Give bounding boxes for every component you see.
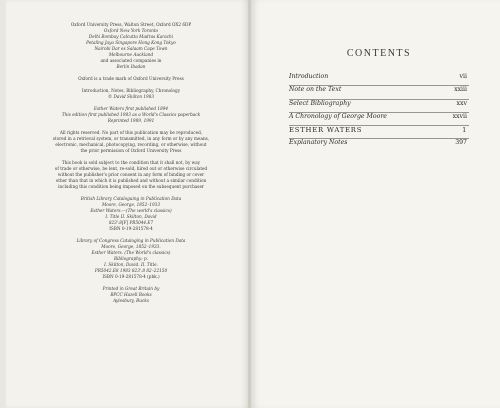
toc-entry[interactable] bbox=[289, 100, 469, 113]
printer-line: Printed in Great Britain by bbox=[102, 286, 160, 291]
toc-entry-label: Note on the Text bbox=[289, 86, 342, 94]
copyright-line: Introduction, Notes, Bibliography, Chronology bbox=[81, 88, 181, 93]
condition-line: including this condition being imposed on the subsequent purchaser bbox=[58, 184, 204, 189]
lc-cip-line: PR5042.E8 1983 823'.8 82–22150 bbox=[94, 268, 168, 273]
toc-entry[interactable] bbox=[289, 113, 469, 126]
lc-cip-line: Library of Congress Cataloging in Publication Data bbox=[76, 238, 186, 243]
contents-heading: CONTENTS bbox=[346, 48, 412, 59]
lc-cip-line: Moore, George, 1852–1933. bbox=[101, 244, 161, 249]
british-cip-line: 823'.8[F] PR5044.E7 bbox=[108, 220, 154, 225]
publisher-cities-line: Melbourne Auckland bbox=[108, 52, 154, 57]
condition-line: This book is sold subject to the condition that it shall not, by way bbox=[61, 160, 201, 165]
publisher-cities-line: Petaling Jaya Singapore Hong Kong Tokyo bbox=[86, 40, 176, 45]
publisher-cities-line: Delhi Bombay Calcutta Madras Karachi bbox=[88, 34, 174, 39]
toc-entry-page: xxv bbox=[456, 99, 467, 107]
rights-line: stored in a retrieval system, or transmitted, in any form or by any means, bbox=[52, 136, 210, 141]
toc-entry-page: vii bbox=[459, 73, 467, 80]
condition-line: other than that in which it is published and without a similar condition bbox=[55, 178, 207, 183]
copyright-page bbox=[6, 0, 250, 408]
british-cip-line: Esther Waters.—(The world's classics) bbox=[90, 208, 172, 213]
publisher-cities-line: Nairobi Dar es Salaam Cape Town bbox=[94, 46, 168, 51]
rights-line: All rights reserved. No part of this publication may be reproduced, bbox=[59, 130, 203, 135]
condition-line: of trade or otherwise, be lent, re-sold, hired out or otherwise circulated bbox=[54, 166, 208, 171]
british-cip-line: ISBN 0-19-281578-4 bbox=[109, 226, 153, 231]
publisher-cities-line: Berlin Ibadan bbox=[116, 64, 146, 69]
toc-entry-page: 1 bbox=[462, 127, 467, 135]
rights-line: the prior permission of Oxford University Press bbox=[80, 148, 182, 153]
toc-entry-page: 397 bbox=[455, 139, 467, 147]
toc-entry[interactable] bbox=[289, 86, 469, 99]
toc-entry-label: A Chronology of George Moore bbox=[289, 112, 387, 120]
toc-entry-label: Select Bibliography bbox=[289, 99, 351, 107]
edition-line: Reprinted 1989, 1991 bbox=[107, 118, 155, 123]
lc-cip-line: Esther Waters. (The World's classics) bbox=[91, 250, 171, 255]
lc-cip-line: I. Skilton, David. II. Title. bbox=[104, 262, 158, 267]
british-cip-line: Moore, George, 1852–1933 bbox=[101, 202, 161, 207]
table-of-contents bbox=[289, 48, 469, 152]
publisher-address: Oxford University Press, Walton Street, Oxford OX2 6DP bbox=[70, 22, 192, 27]
toc-entry[interactable] bbox=[289, 139, 469, 151]
toc-entry-page: xxvii bbox=[452, 112, 467, 120]
edition-line: Esther Waters first published 1894 bbox=[93, 106, 169, 111]
toc-entry-label: Introduction bbox=[289, 73, 329, 80]
british-cip-line: British Library Cataloguing in Publication Data bbox=[80, 196, 182, 201]
toc-entry-page: xxiii bbox=[454, 86, 467, 94]
imprint-block bbox=[24, 22, 238, 304]
lc-cip-line: Bibliography: p. bbox=[114, 256, 148, 261]
toc-entry-label: Explanatory Notes bbox=[289, 139, 348, 147]
condition-line: without the publisher's prior consent in any form of binding or cover bbox=[57, 172, 205, 177]
rights-line: electronic, mechanical, photocopying, recording, or otherwise, without bbox=[55, 142, 207, 147]
copyright-line: © David Skilton 1983 bbox=[107, 94, 155, 99]
edition-line: This edition first published 1983 as a World's Classics paperback bbox=[61, 112, 201, 117]
toc-entry[interactable] bbox=[289, 73, 469, 86]
trademark-notice: Oxford is a trade mark of Oxford University Press bbox=[78, 76, 184, 81]
publisher-cities-line: Oxford New York Toronto bbox=[103, 28, 159, 33]
printer-line: Aylesbury, Bucks bbox=[113, 298, 149, 303]
printer-line: BPCC Hazell Books bbox=[110, 292, 152, 297]
british-cip-line: I. Title II. Skilton, David bbox=[105, 214, 157, 219]
toc-entry-label: ESTHER WATERS bbox=[289, 126, 363, 135]
toc-entry[interactable] bbox=[289, 126, 469, 139]
associated-companies-line: and associated companies in bbox=[100, 58, 162, 63]
lc-cip-line: ISBN 0-19-281578-4 (pbk.) bbox=[102, 274, 160, 279]
